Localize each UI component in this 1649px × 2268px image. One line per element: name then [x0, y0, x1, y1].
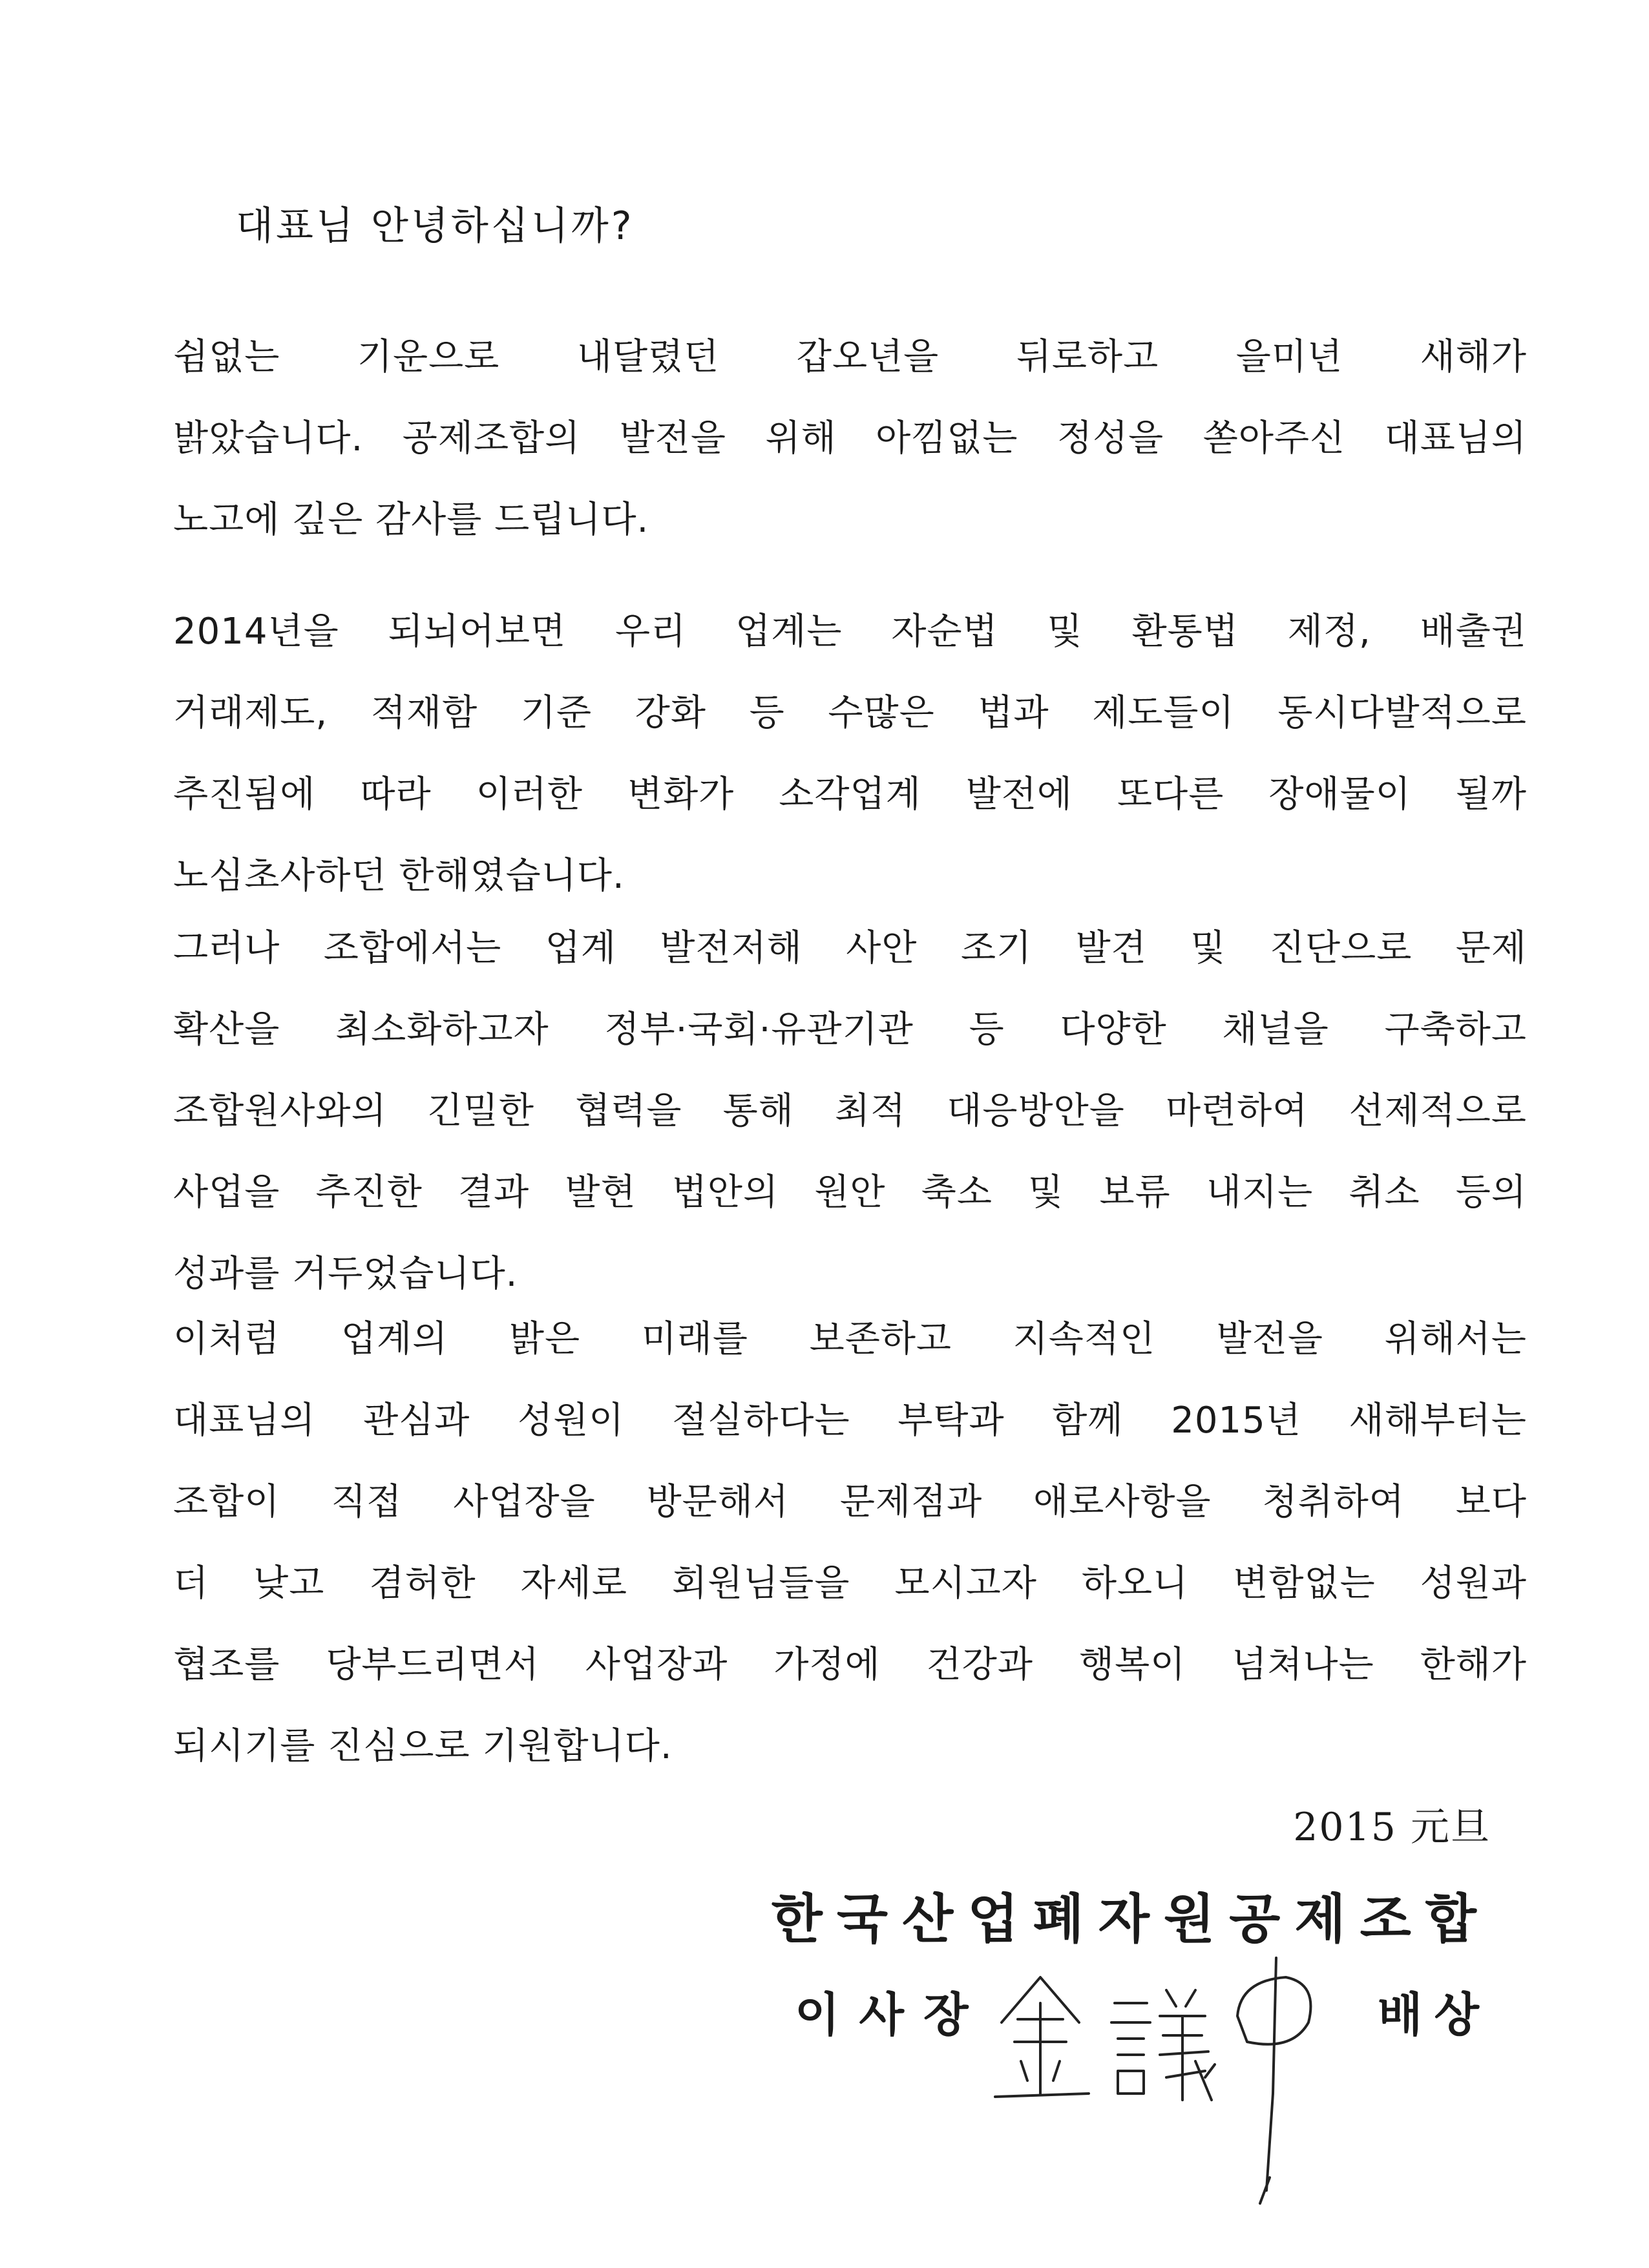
letter-date: 2015 元旦: [1293, 1805, 1491, 1850]
paragraph-line: 조합원사와의 긴밀한 협력을 통해 최적 대응방안을 마련하여 선제적으로: [173, 1090, 1527, 1132]
paragraph-line: 조합이 직접 사업장을 방문해서 문제점과 애로사항을 청취하여 보다: [173, 1481, 1527, 1523]
closing-word: 배상: [1377, 1988, 1491, 2042]
paragraph-line: 노심초사하던 한해였습니다.: [173, 855, 625, 897]
organization-name: 한국산업폐자원공제조합: [771, 1889, 1491, 1950]
handwritten-signature: [982, 1932, 1331, 2210]
paragraph-line: 되시기를 진심으로 기원합니다.: [173, 1725, 673, 1767]
paragraph-line: 노고에 깊은 감사를 드립니다.: [173, 499, 649, 541]
paragraph-3: [173, 908, 1527, 1315]
paragraph-line: 밝았습니다. 공제조합의 발전을 위해 아낌없는 정성을 쏟아주신 대표님의: [173, 417, 1527, 459]
paragraph-2: [173, 591, 1527, 917]
paragraph-line: 성과를 거두었습니다.: [173, 1253, 518, 1295]
paragraph-line: 그러나 조합에서는 업계 발전저해 사안 조기 발견 및 진단으로 문제: [173, 927, 1527, 969]
signer-title: 이사장: [795, 1988, 988, 2042]
paragraph-line: 추진됨에 따라 이러한 변화가 소각업계 발전에 또다른 장애물이 될까: [173, 773, 1527, 815]
paragraph-line: 확산을 최소화하고자 정부·국회·유관기관 등 다양한 채널을 구축하고: [173, 1009, 1527, 1051]
paragraph-line: 사업을 추진한 결과 발현 법안의 원안 축소 및 보류 내지는 취소 등의: [173, 1171, 1527, 1213]
paragraph-line: 대표님의 관심과 성원이 절실하다는 부탁과 함께 2015년 새해부터는: [173, 1400, 1527, 1442]
greeting: 대표님 안녕하십니까?: [236, 204, 635, 249]
paragraph-line: 2014년을 되뇌어보면 우리 업계는 자순법 및 환통법 제정, 배출권: [173, 611, 1527, 653]
paragraph-1: [173, 317, 1527, 561]
paragraph-line: 거래제도, 적재함 기준 강화 등 수많은 법과 제도들이 동시다발적으로: [173, 692, 1527, 734]
paragraph-4: [173, 1299, 1527, 1787]
paragraph-line: 더 낮고 겸허한 자세로 회원님들을 모시고자 하오니 변함없는 성원과: [173, 1562, 1527, 1604]
paragraph-line: 협조를 당부드리면서 사업장과 가정에 건강과 행복이 넘쳐나는 한해가: [173, 1644, 1527, 1686]
paragraph-line: 쉼없는 기운으로 내달렸던 갑오년을 뒤로하고 을미년 새해가: [173, 336, 1527, 378]
paragraph-line: 이처럼 업계의 밝은 미래를 보존하고 지속적인 발전을 위해서는: [173, 1318, 1527, 1360]
